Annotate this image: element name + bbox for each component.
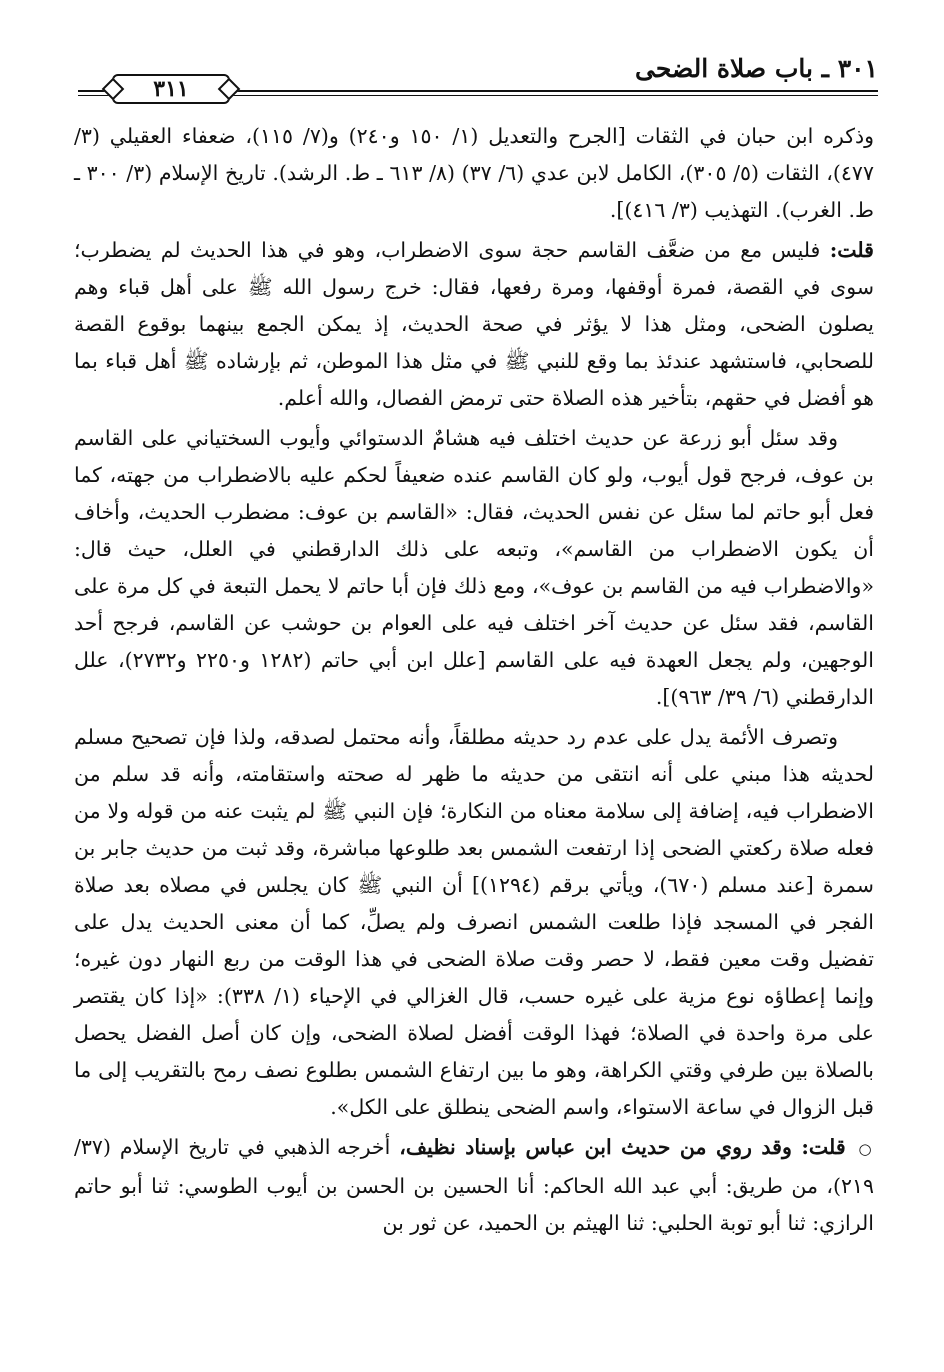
page-number-badge	[112, 74, 230, 104]
paragraph-4-text: وتصرف الأئمة يدل على عدم رد حديثه مطلقاً، وأنه محتمل لصدقه، ولذا فإن تصحيح مسلم لحديثه هذا مبني على أنه انتقى من حديثه ما ظهر له صحته واستقامته، وأنه قد سلم من الاضطراب فيه، إضافة إلى سلامة معناه من النكارة؛ فإن النبي ﷺ لم يثبت عنه من قوله ولا من فعله صلاة ركعتي الضحى إذا ارتفعت الشمس بعد طلوعها مباشرة، وقد ثبت من حديث جابر بن سمرة [عند مسلم (٦٧٠)، ويأتي برقم (١٢٩٤)] أن النبي ﷺ كان يجلس في مصلاه بعد صلاة الفجر في المسجد فإذا طلعت الشمس انصرف ولم يصلِّ، كما أن معنى الحديث يدل على تفضيل وقت معين فقط، لا حصر وقت صلاة الضحى في هذا الوقت من ربع النهار دون غيره؛ وإنما إعطاؤه نوع مزية على غيره حسب، قال الغزالي في الإحياء (١/ ٣٣٨): «إذا كان يقتصر على مرة واحدة في الصلاة؛ فهذا الوقت أفضل لصلاة الضحى، وإن كان أصل الفضل يحصل بالصلاة بين طرفي وقتي الكراهة، وهو ما بين ارتفاع الشمس بطلوع نصف رمح بالتقريب إلى ما قبل الزوال في ساعة الاستواء، واسم الضحى ينطلق على الكل».	[74, 725, 874, 1119]
paragraph-5-lead: قلت: وقد روي من حديث ابن عباس بإسناد نظيف،	[399, 1135, 846, 1159]
paragraph-2-lead: قلت:	[829, 238, 874, 262]
paragraph-5-text: أخرجه الذهبي في تاريخ الإسلام (٣٧/ ٢١٩)، من طريق: أبي عبد الله الحاكم: أنا الحسين بن الحسن بن أيوب الطوسي: ثنا أبو حاتم الرازي: ثنا أبو توبة الحلبي: ثنا الهيثم بن الحميد، عن ثور بن	[74, 1135, 874, 1235]
page-number: ٣١١	[153, 76, 189, 102]
paragraph-2	[74, 232, 874, 417]
paragraph-3-text: وقد سئل أبو زرعة عن حديث اختلف فيه هشامٌ الدستوائي وأيوب السختياني على القاسم بن عوف، فرجح قول أيوب، ولو كان القاسم عنده ضعيفاً لحكم عليه بالاضطراب من جهته، كما فعل أبو حاتم لما سئل عن نفس الحديث، فقال: «القاسم بن عوف: مضطرب الحديث، وأخاف أن يكون الاضطراب من القاسم»، وتبعه على ذلك الدارقطني في العلل، حيث قال: «والاضطراب فيه من القاسم بن عوف»، ومع ذلك فإن أبا حاتم لا يحمل التبعة في كل مرة على القاسم، فقد سئل عن حديث آخر اختلف فيه على العوام بن حوشب عن القاسم، فرجح أحد الوجهين، ولم يجعل العهدة فيه على القاسم [علل ابن أبي حاتم (١٢٨٢ و٢٢٥٠ و٢٧٣٢)، علل الدارقطني (٦/ ٣٩/ ٩٦٣)].	[74, 426, 874, 709]
paragraph-1-text: وذكره ابن حبان في الثقات [الجرح والتعديل (١/ ١٥٠ و٢٤٠) و(٧/ ١١٥)، ضعفاء العقيلي (٣/ ٤٧٧)، الثقات (٥/ ٣٠٥)، الكامل لابن عدي (٦/ ٣٧) (٨/ ٦١٣ ـ ط. الرشد). تاريخ الإسلام (٣/ ٣٠٠ ـ ط. الغرب). التهذيب (٣/ ٤١٦)].	[74, 124, 875, 222]
bullet-marker-icon: ○	[858, 1140, 874, 1158]
paragraph-1	[74, 118, 874, 229]
section-title: ٣٠١ ـ باب صلاة الضحى	[634, 54, 878, 83]
paragraph-2-text: فليس مع من ضعَّف القاسم حجة سوى الاضطراب، وهو في هذا الحديث لم يضطرب؛ سوى في القصة، فمرة أوقفها، ومرة رفعها، فقال: خرج رسول الله ﷺ على أهل قباء وهم يصلون الضحى، ومثل هذا لا يؤثر في صحة الحديث، إذ يمكن الجمع بينهما بوقوع القصة للصحابي، فاستشهد عندئذ بما وقع للنبي ﷺ في مثل هذا الموطن، ثم بإرشاده ﷺ أهل قباء بما هو أفضل في حقهم، بتأخير هذه الصلاة حتى ترمض الفصال، والله أعلم.	[74, 238, 874, 410]
paragraph-3	[74, 420, 874, 716]
body-text	[74, 118, 874, 1245]
page-header	[78, 54, 878, 102]
paragraph-4	[74, 719, 874, 1126]
paragraph-5	[74, 1129, 874, 1242]
